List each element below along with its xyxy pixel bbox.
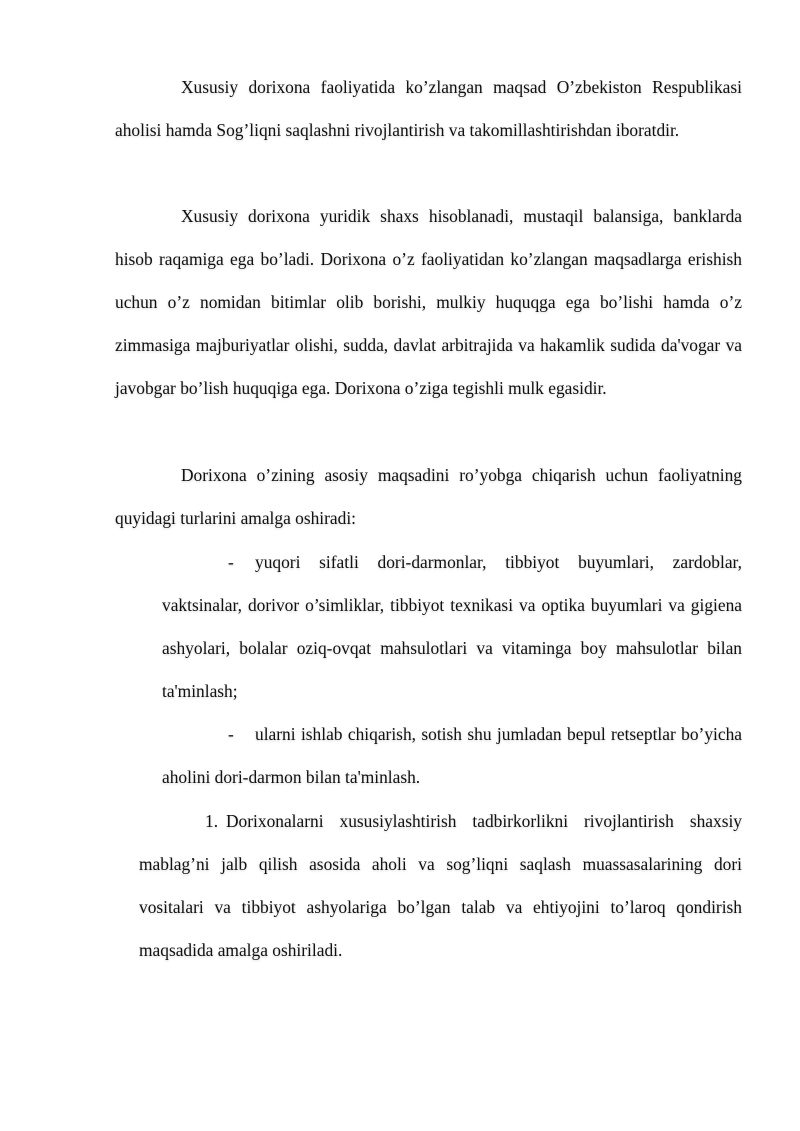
numbered-item: [139, 800, 742, 972]
paragraph-purpose: [115, 66, 742, 152]
paragraph-legal-status-text: Xususiy dorixona yuridik shaxs hisoblanadi, mustaqil balansiga, banklarda hisob raqamiga ega bo’ladi. Dorixona o’z faoliyatidan ko’zlangan maqsadlarga erishish uchun o’z nomidan bitimlar olib borishi, mulkiy huquqga ega bo’lishi hamda o’z zimmasiga majburiyatlar olishi, sudda, davlat arbitrajida va hakamlik sudida da'vogar va javobgar bo’lish huquqiga ega. Dorixona o’ziga tegishli mulk egasidir.: [115, 206, 742, 398]
list-item: [162, 713, 742, 799]
paragraph-purpose-text: Xususiy dorixona faoliyatida ko’zlangan maqsad O’zbekiston Respublikasi aholisi hamda Sog’liqni saqlashni rivojlantirish va takomillashtirishdan iboratdir.: [115, 77, 742, 140]
paragraph-activities-intro: [115, 454, 742, 540]
numbered-item-text: Dorixonalarni xususiylashtirish tadbirkorlikni rivojlantirish shaxsiy mablag’ni jalb qilish asosida aholi va sog’liqni saqlash muassasalarining dori vositalari va tibbiyot ashyolariga bo’lgan talab va ehtiyojini to’laroq qondirish maqsadida amalga oshiriladi.: [139, 811, 742, 960]
bullet-marker: -: [228, 724, 234, 744]
paragraph-activities-intro-text: Dorixona o’zining asosiy maqsadini ro’yobga chiqarish uchun faoliyatning quyidagi turlarini amalga oshiradi:: [115, 465, 742, 528]
item-number: 1.: [205, 811, 219, 831]
bullet-marker: -: [228, 552, 234, 572]
paragraph-legal-status: [115, 195, 742, 410]
bullet-text: ularni ishlab chiqarish, sotish shu jumladan bepul retseptlar bo’yicha aholini dori-darmon bilan ta'minlash.: [162, 724, 742, 787]
bullet-text: yuqori sifatli dori-darmonlar, tibbiyot buyumlari, zardoblar, vaktsinalar, dorivor o’simliklar, tibbiyot texnikasi va optika buyumlari va gigiena ashyolari, bolalar oziq-ovqat mahsulotlari va vitaminga boy mahsulotlar bilan ta'minlash;: [162, 552, 742, 701]
list-item: [162, 541, 742, 713]
